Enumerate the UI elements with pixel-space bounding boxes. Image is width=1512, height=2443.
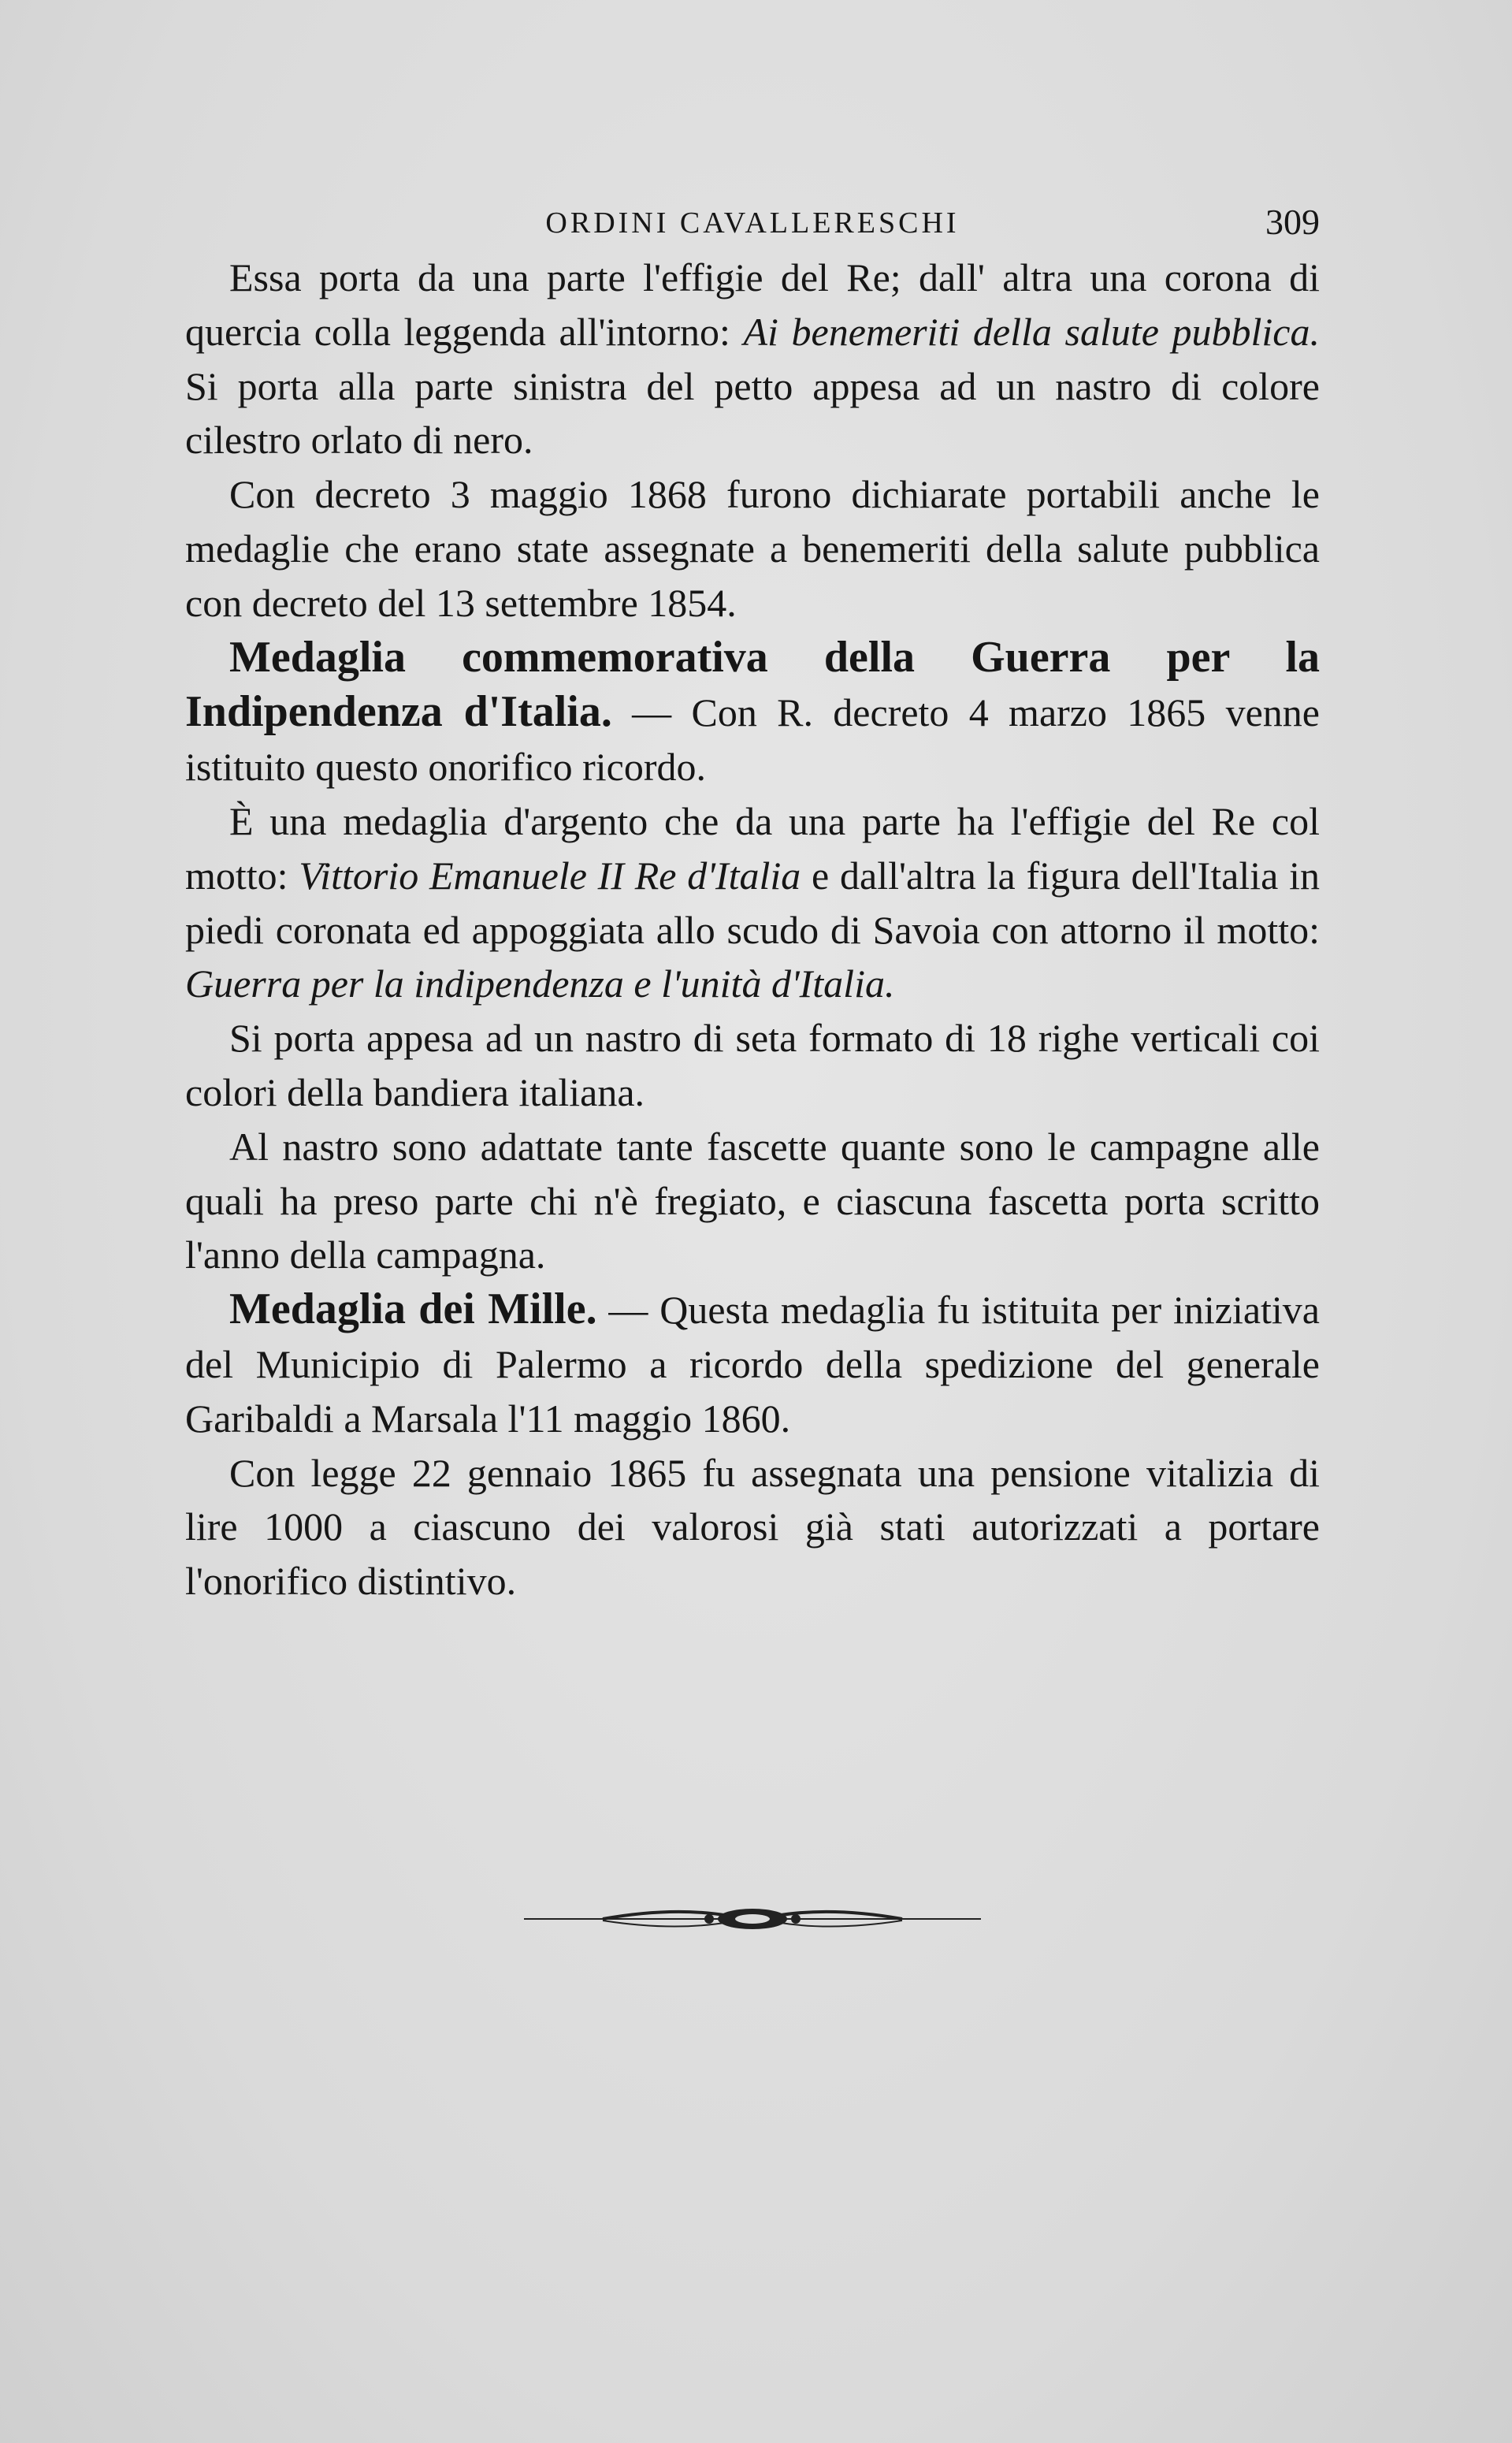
paragraph-text: È una medaglia d'argento che da una parte ha l'effigie del Re col motto:: [185, 798, 1320, 898]
paragraph-text: — Con R. decreto 4 marzo 1865 venne istituito questo onorifico ricordo.: [185, 690, 1320, 790]
paragraph-text: Si porta appesa ad un nastro di seta formato di 18 righe verticali coi colori della bandiera italiana.: [185, 1016, 1320, 1114]
italic-text: Vittorio Emanuele II Re d'Italia: [299, 853, 801, 898]
ornamental-rule-icon: [524, 1895, 981, 1935]
paragraph-text: Essa porta da una parte l'effigie del Re; dall' altra una corona di quercia colla leggenda all'intorno:: [185, 255, 1320, 354]
running-head: ORDINI CAVALLERESCHI: [545, 206, 960, 240]
italic-text: Guerra per la indipendenza e l'unità d'Italia.: [185, 961, 895, 1006]
paragraph-text: Al nastro sono adattate tante fascette quante sono le campagne alle quali ha preso parte chi n'è fregiato, e ciascuna fascetta porta scritto l'anno della campagna.: [185, 1124, 1320, 1277]
paragraph: [185, 251, 1320, 467]
paragraph-text: Con legge 22 gennaio 1865 fu assegnata una pensione vitalizia di lire 1000 a ciascuno dei valorosi già stati autorizzati a portare l'onorifico distintivo.: [185, 1450, 1320, 1604]
paragraph: [185, 630, 1320, 794]
paragraph: [185, 1282, 1320, 1445]
paragraph: [185, 794, 1320, 1011]
section-heading: Medaglia commemorativa della Guerra per la Indipendenza d'Italia.: [185, 632, 1320, 737]
page-number: 309: [1265, 202, 1320, 242]
page-header: [185, 201, 1320, 248]
paragraph: [185, 1120, 1320, 1282]
paragraph: [185, 1011, 1320, 1120]
paragraph-text: e dall'altra la figura dell'Italia in piedi coronata ed appoggiata allo scudo di Savoia con attorno il motto:: [185, 853, 1320, 952]
paragraph-text: Con decreto 3 maggio 1868 furono dichiarate portabili anche le medaglie che erano state assegnate a benemeriti della salute pubblica con decreto del 13 settembre 1854.: [185, 472, 1320, 625]
paragraph-text: — Questa medaglia fu istituita per iniziativa del Municipio di Palermo a ricordo della spedizione del generale Garibaldi a Marsala l'11 maggio 1860.: [185, 1288, 1320, 1441]
italic-text: Ai benemeriti della salute pubblica.: [743, 309, 1320, 354]
body-text: [185, 251, 1320, 1608]
paragraph: [185, 1446, 1320, 1608]
paragraph: [185, 467, 1320, 630]
section-heading: Medaglia dei Mille.: [229, 1285, 597, 1334]
paragraph-text: Si porta alla parte sinistra del petto appesa ad un nastro di colore cilestro orlato di nero.: [185, 363, 1320, 463]
